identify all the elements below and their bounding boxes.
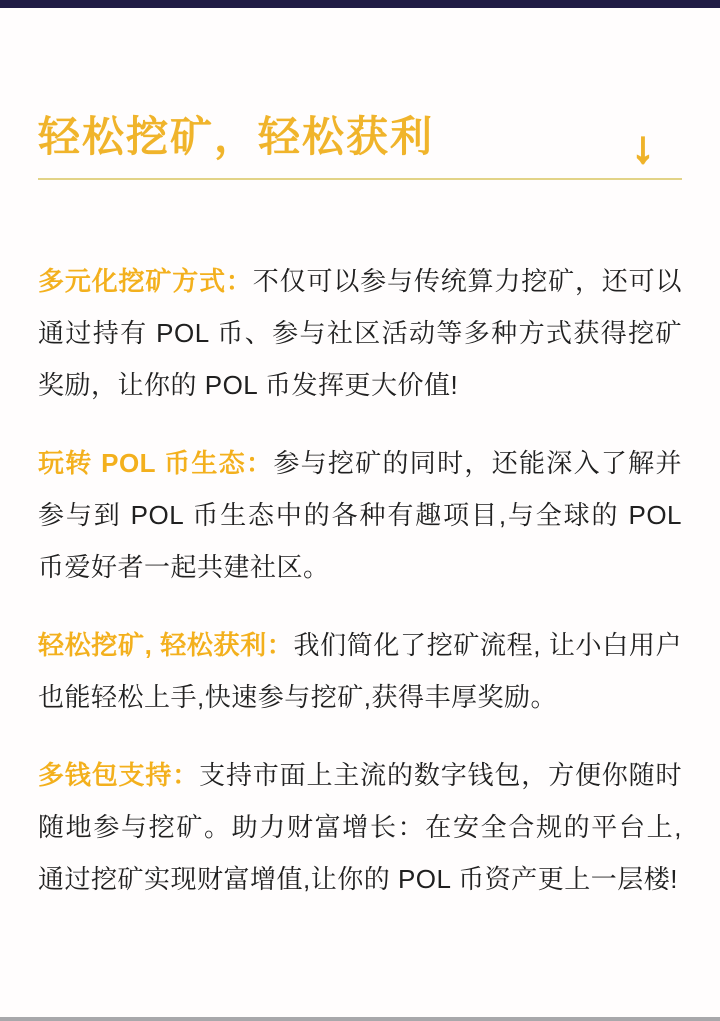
- paragraph-lead: 轻松挖矿, 轻松获利：: [38, 630, 294, 660]
- content-area: [0, 8, 720, 931]
- paragraph-body: 参与挖矿的同时，还能深入了解并参与到 POL 币生态中的各种有趣项目,与全球的 POL 币爱好者一起共建社区。: [38, 448, 682, 582]
- paragraph-lead: 玩转 POL 币生态：: [38, 448, 274, 478]
- header-divider: [38, 178, 682, 180]
- paragraph-body: 支持市面上主流的数字钱包，方便你随时随地参与挖矿。助力财富增长：在安全合规的平台上, 通过挖矿实现财富增值,让你的 POL 币资产更上一层楼!: [38, 760, 682, 894]
- paragraph-wallet-support: [38, 749, 682, 905]
- paragraph-mining-methods: [38, 255, 682, 411]
- paragraph-lead: 多元化挖矿方式：: [38, 266, 253, 296]
- paragraph-lead: 多钱包支持：: [38, 760, 200, 790]
- paragraph-easy-mining: [38, 619, 682, 723]
- bottom-border-bar: [0, 1017, 720, 1021]
- header: [38, 108, 682, 172]
- paragraph-pol-ecosystem: [38, 437, 682, 593]
- paragraph-list: [38, 255, 682, 905]
- down-arrow-icon: ↓: [632, 123, 654, 172]
- paragraph-body: 不仅可以参与传统算力挖矿，还可以通过持有 POL 币、参与社区活动等多种方式获得挖矿奖励，让你的 POL 币发挥更大价值!: [38, 266, 682, 400]
- page-title: 轻松挖矿，轻松获利: [38, 113, 435, 160]
- paragraph-body: 我们简化了挖矿流程, 让小白用户也能轻松上手,快速参与挖矿,获得丰厚奖励。: [38, 630, 682, 712]
- top-border-bar: [0, 0, 720, 8]
